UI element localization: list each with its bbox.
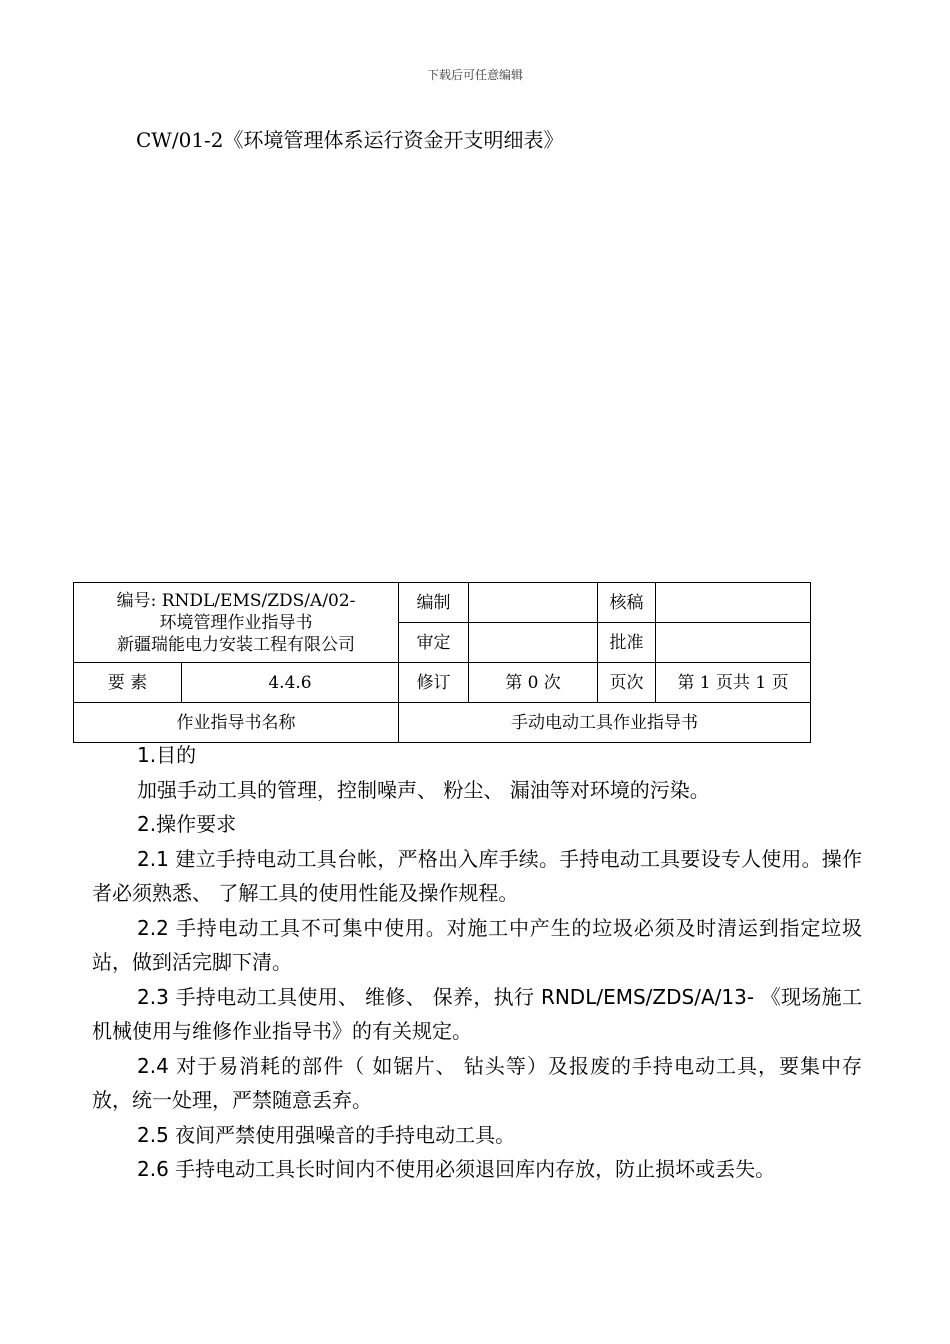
section-heading-requirements: 2.操作要求	[137, 812, 237, 836]
requirement-2-5: 2.5 夜间严禁使用强噪音的手持电动工具。	[137, 1122, 516, 1147]
compile-label: 编制	[399, 583, 469, 623]
page-value: 第 1 页共 1 页	[656, 663, 811, 703]
revision-label: 修订	[399, 663, 469, 703]
guide-name-label: 作业指导书名称	[74, 703, 399, 743]
doc-type: 环境管理作业指导书	[159, 612, 313, 633]
requirement-2-4: 2.4 对于易消耗的部件（ 如锯片、 钻头等）及报废的手持电动工具，要集中存放，统一处理，严禁随意丢弃。	[92, 1053, 862, 1112]
approve-value	[656, 623, 811, 663]
approve-label: 批准	[598, 623, 656, 663]
check-value	[656, 583, 811, 623]
document-body	[92, 738, 862, 1187]
compile-value	[469, 583, 598, 623]
purpose-paragraph: 加强手动工具的管理，控制噪声、 粉尘、 漏油等对环境的污染。	[137, 777, 710, 802]
check-label: 核稿	[598, 583, 656, 623]
section-heading-purpose: 1.目的	[137, 743, 197, 767]
element-label: 要 素	[74, 663, 182, 703]
requirement-2-3: 2.3 手持电动工具使用、 维修、 保养，执行 RNDL/EMS/ZDS/A/13- 《现场施工机械使用与维修作业指导书》的有关规定。	[92, 984, 862, 1043]
page-label: 页次	[598, 663, 656, 703]
document-info-table	[73, 582, 811, 743]
review-value	[469, 623, 598, 663]
requirement-2-6: 2.6 手持电动工具长时间内不使用必须退回库内存放，防止损坏或丢失。	[137, 1157, 776, 1181]
review-label: 审定	[399, 623, 469, 663]
company-name: 新疆瑞能电力安装工程有限公司	[117, 634, 355, 655]
header-note: 下载后可任意编辑	[426, 68, 523, 82]
requirement-2-1: 2.1 建立手持电动工具台帐，严格出入库手续。手持电动工具要设专人使用。操作者必须熟悉、 了解工具的使用性能及操作规程。	[92, 846, 862, 905]
doc-header-cell	[74, 583, 399, 663]
guide-name-value: 手动电动工具作业指导书	[399, 703, 811, 743]
doc-code: 编号: RNDL/EMS/ZDS/A/02-	[116, 590, 356, 611]
requirement-2-2: 2.2 手持电动工具不可集中使用。对施工中产生的垃圾必须及时清运到指定垃圾站，做到活完脚下清。	[92, 915, 862, 974]
revision-value: 第 0 次	[469, 663, 598, 703]
element-value: 4.4.6	[182, 663, 399, 703]
previous-item-line: CW/01-2《环境管理体系运行资金开支明细表》	[136, 128, 564, 152]
